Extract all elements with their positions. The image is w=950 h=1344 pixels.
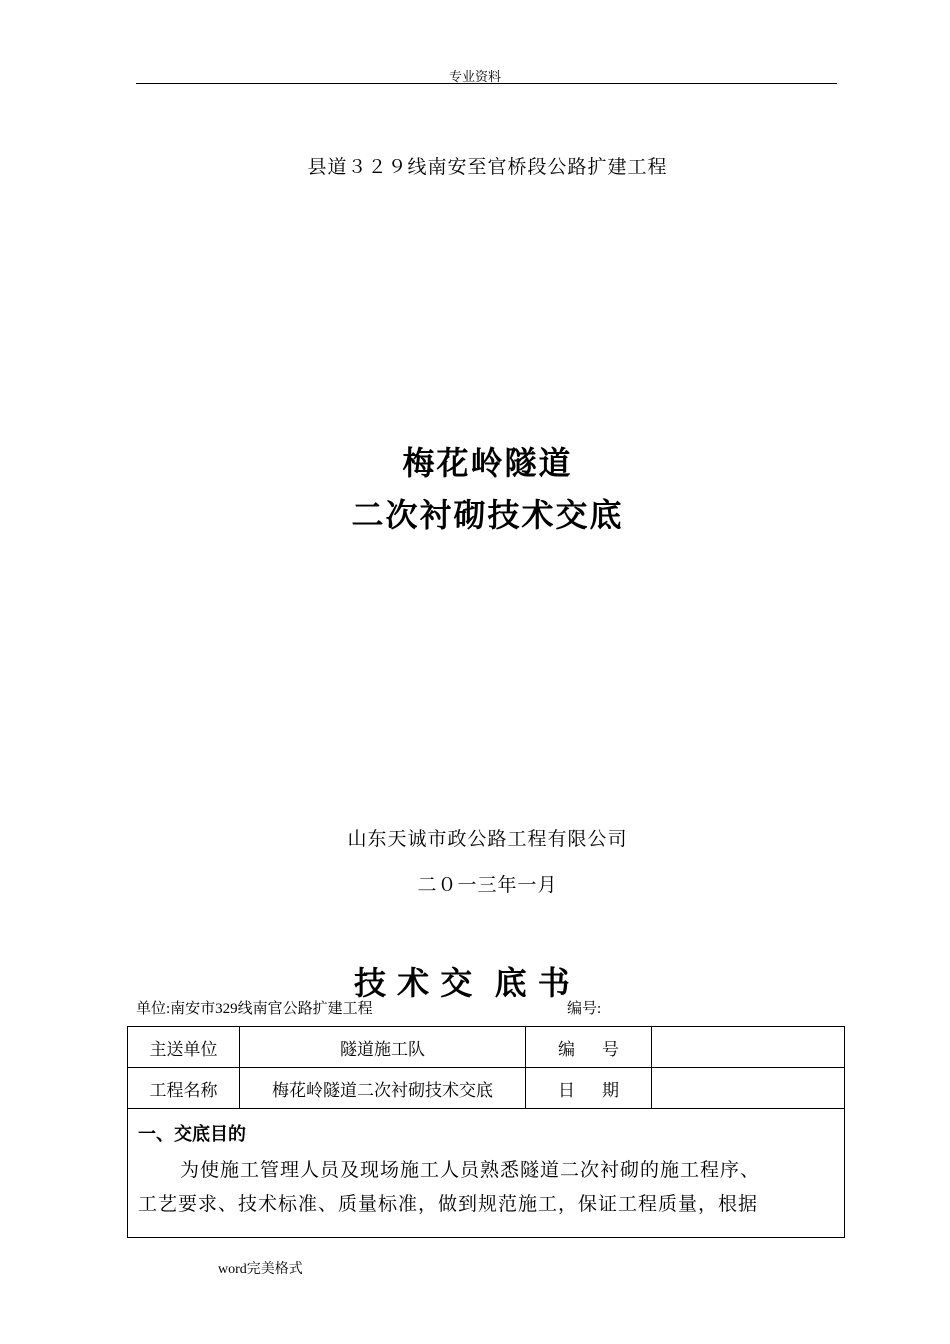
row-divider: [128, 1108, 844, 1109]
title-line-1: 梅花岭隧道: [402, 444, 573, 482]
document-date: 二０一三年一月: [417, 874, 558, 896]
paragraph-line: 工艺要求、技术标准、质量标准，做到规范施工，保证工程质量，根据: [138, 1193, 759, 1215]
header-rule: [136, 83, 837, 84]
date-value: [652, 1068, 844, 1108]
code-label: 编号:: [567, 1001, 602, 1017]
unit-line: 单位:南安市329线南官公路扩建工程: [136, 1001, 373, 1017]
send-unit-value: 隧道施工队: [340, 1039, 425, 1060]
section-heading: 一、交底目的: [138, 1124, 246, 1145]
project-name: 县道３２９线南安至官桥段公路扩建工程: [307, 156, 668, 178]
project-name-label: 工程名称: [149, 1080, 218, 1101]
title-line-2: 二次衬砌技术交底: [351, 496, 624, 534]
company-name: 山东天诚市政公路工程有限公司: [347, 828, 628, 850]
project-name-value: 梅花岭隧道二次衬砌技术交底: [272, 1080, 493, 1101]
page-header: 专业资料: [448, 70, 501, 85]
paragraph-line: 为使施工管理人员及现场施工人员熟悉隧道二次衬砌的施工程序、: [180, 1159, 761, 1181]
number-label: 编 号: [557, 1039, 620, 1060]
date-label: 日 期: [557, 1080, 620, 1101]
page-footer: word完美格式: [218, 1262, 303, 1277]
book-title: 技 术 交 底 书: [354, 964, 570, 1002]
send-unit-label: 主送单位: [149, 1039, 218, 1060]
disclosure-table: [127, 1026, 845, 1238]
number-value: [652, 1027, 844, 1067]
